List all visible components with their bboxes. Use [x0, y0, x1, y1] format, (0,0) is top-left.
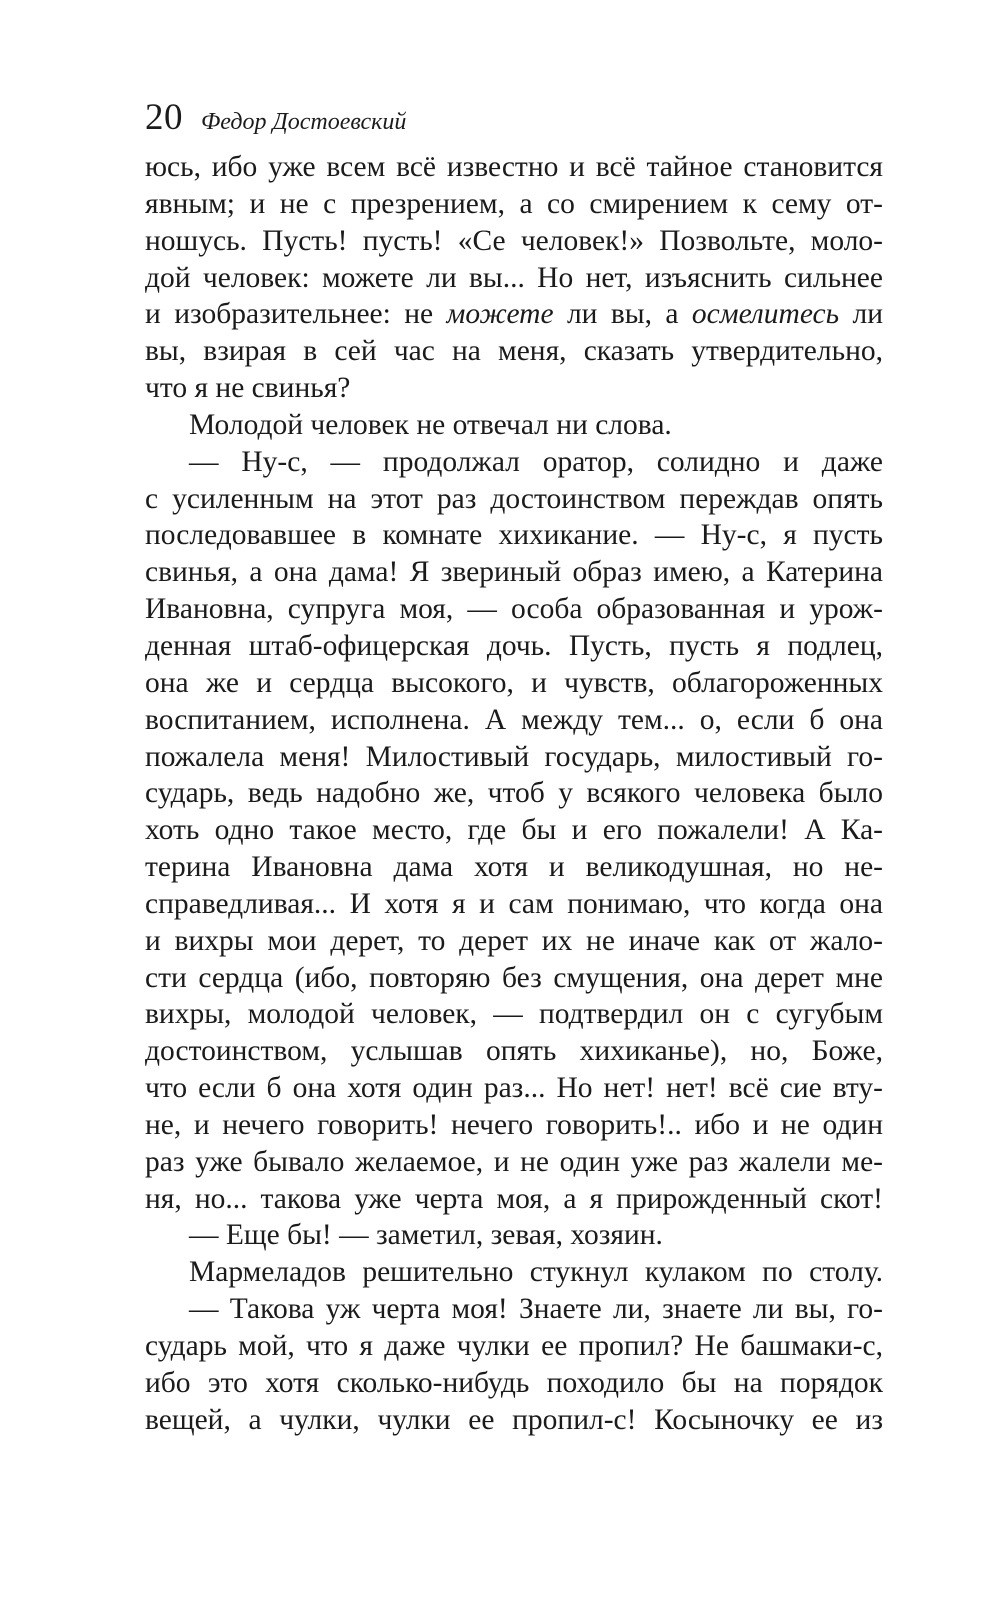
text-line: сударь, ведь надобно же, чтоб у всякого человека было: [145, 777, 883, 810]
text-line: что если б она хотя один раз... Но нет! нет! всё сие вту-: [145, 1072, 883, 1105]
emphasis-osmelites: осмелитесь: [691, 298, 840, 331]
text-line: [145, 296, 883, 333]
text-line: вы, взирая в сей час на меня, сказать утвердительно,: [145, 335, 883, 368]
text-line: ношусь. Пусть! пусть! «Се человек!» Позвольте, моло-: [145, 224, 883, 257]
running-title-author: Федор Достоевский: [201, 109, 407, 135]
text-line: сти сердца (ибо, повторяю без смущения, она дерет мне: [145, 961, 883, 994]
text-line: — Такова уж черта моя! Знаете ли, знаете ли вы, го-: [189, 1293, 883, 1326]
text-segment: и изобразительнее: не: [145, 298, 447, 331]
page-number: 20: [145, 97, 183, 138]
text-segment: ли: [839, 298, 883, 331]
text-line: воспитанием, исполнена. А между тем... о, если б она: [145, 703, 883, 736]
running-header: [145, 92, 883, 144]
book-page: [145, 92, 883, 1439]
text-line: явным; и не с презрением, а со смирением к сему от-: [145, 187, 883, 220]
text-line: Молодой человек не отвечал ни слова.: [189, 408, 672, 441]
text-line: с усиленным на этот раз достоинством переждав опять: [145, 482, 883, 515]
text-line: Ивановна, супруга моя, — особа образованная и урож-: [145, 593, 883, 626]
text-line: сударь мой, что я даже чулки ее пропил? Не башмаки-с,: [145, 1330, 883, 1362]
text-line: пожалела меня! Милостивый государь, милостивый го-: [145, 740, 883, 773]
text-line: ибо это хотя сколько-нибудь походило бы на порядок: [145, 1366, 883, 1399]
text-line: ня, но... такова уже черта моя, а я прирожденный скот!: [145, 1182, 883, 1215]
text-line: денная штаб-офицерская дочь. Пусть, пусть я подлец,: [145, 629, 883, 662]
text-line: свинья, а она дама! Я звериный образ имею, а Катерина: [145, 556, 883, 589]
text-line: — Ну-с, — продолжал оратор, солидно и даже: [189, 445, 883, 478]
text-line: что я не свинья?: [145, 372, 351, 405]
text-line: терина Ивановна дама хотя и великодушная, но не-: [145, 851, 883, 884]
text-line: Мармеладов решительно стукнул кулаком по столу.: [189, 1256, 883, 1289]
text-segment: ли вы, а: [553, 298, 692, 331]
text-line: вещей, а чулки, чулки ее пропил-с! Косыночку ее из: [145, 1403, 883, 1436]
text-line: и вихры мои дерет, то дерет их не иначе как от жало-: [145, 924, 883, 957]
text-line: не, и нечего говорить! нечего говорить!.. ибо и не один: [145, 1108, 883, 1141]
text-line: последовавшее в комнате хихикание. — Ну-с, я пусть: [145, 519, 883, 552]
text-line: хоть одно такое место, где бы и его пожалели! А Ка-: [145, 814, 883, 847]
text-line: справедливая... И хотя я и сам понимаю, что когда она: [145, 887, 883, 920]
text-line: — Еще бы! — заметил, зевая, хозяин.: [189, 1219, 663, 1252]
text-line: она же и сердца высокого, и чувств, облагороженных: [145, 666, 883, 699]
body-text: [145, 149, 883, 1439]
text-line: вихры, молодой человек, — подтвердил он с сугубым: [145, 998, 883, 1031]
text-line: юсь, ибо уже всем всё известно и всё тайное становится: [145, 151, 883, 183]
text-line: достоинством, услышав опять хихиканье), но, Боже,: [145, 1035, 883, 1068]
text-line: раз уже бывало желаемое, и не один уже раз жалели ме-: [145, 1145, 883, 1178]
emphasis-mozhete: можете: [446, 298, 554, 331]
text-line: дой человек: можете ли вы... Но нет, изъяснить сильнее: [145, 261, 883, 294]
